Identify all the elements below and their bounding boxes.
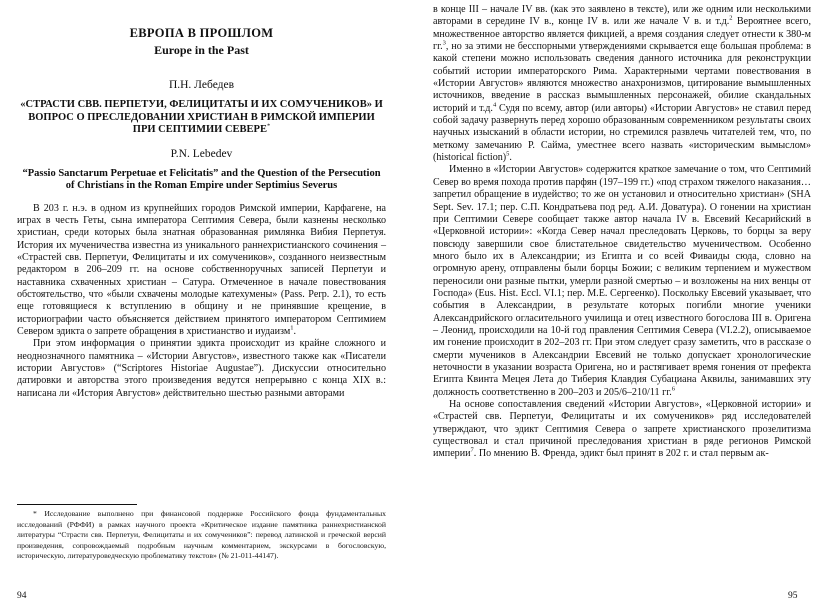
article-title-ru-text: «СТРАСТИ СВВ. ПЕРПЕТУИ, ФЕЛИЦИТАТЫ И ИХ СОМУЧЕНИКОВ» И ВОПРОС О ПРЕСЛЕДОВАНИИ ХРИСТИАН В РИМСКОЙ ИМПЕРИИ ПРИ СЕПТИМИИ СЕВЕРЕ (20, 99, 383, 135)
article-title-ru (17, 99, 386, 137)
footnote-ref-3[interactable]: 3 (442, 39, 446, 47)
left-paragraph-1-end: . (293, 325, 297, 337)
footnote-ref-1[interactable]: 1 (290, 324, 294, 332)
right-p3-text-a: На основе сопоставления сведений «Истории Августов», «Церковной истории» и «Страстей свв. Перпетуи, Фелицитаты и их сомучеников» ряд исследователей утверждают, что эдикт Септимия Севера о запрете христианского прозелитизма существовал и стал причиной преследования христиан в ряде регионов Римской империи (433, 399, 811, 460)
right-p1-text-e: . (509, 152, 512, 164)
right-paragraph-1 (433, 4, 811, 164)
page-number-left: 94 (17, 591, 27, 601)
right-paragraph-3 (433, 399, 811, 461)
right-p1-text-b: Вероятнее всего, множественное авторство является фикцией, а время создания следует отнести к 380-м гг. (433, 16, 811, 53)
right-p2-text-a: Именно в «Истории Августов» содержится краткое замечание о том, что Септимий Север во время похода против парфян (197–199 гг.) «под страхом тяжелого наказания… запретил обращение в иудейство; то же он установил и относительно христиан» (SHA Sept. Sev. 17.1; пер. С.П. Кондратьева под ред. А.И. Доватура). О гонении на христиан при Септимии Севере сообщает также автор начала IV в. Евсевий Кесарийский в «Церковной истории»: «Когда Север начал преследовать Церковь, то борцы за веру повсюду завершили свое блистательное свидетельство мученичеством. Особенно много было их в Александрии; из Египта и со всей Фиваиды сюда, словно на огромную арену, отправлены были борцы Божии; с великим терпением и мужеством переносили они разные пытки, умерли разной смертью – и возложены на них венцы от Господа» (Eus. Hist. Eccl. VI.1; пер. М.Е. Сергеенко). Поскольку Евсевий указывает, что события в Александрии, в результате которых погибли многие ученики Александрийского огласительного училища и отец известного богослова III в. Оригена – Леонид, происходили на 10-й год правления Септимия Севера (VI.2.2), описываемое им гонение происходит в 202–203 гг. При этом следует сразу заметить, что в рассказе о смерти мучеников в Александрии Евсевий не только допускает хронологические неточности в указании возраста Оригена, но и растягивает время гонения от префекта Египта Квинта Мецея Лета до Тиберия Клавдия Субациана Аквилы, занимавших эту должность соответственно в 200–203 и 205/6–210/11 гг. (433, 164, 811, 398)
right-p1-text-a: в конце III – начале IV вв. (как это заявлено в тексте), или же одним или несколькими авторами в середине IV в., конце IV в. или же начале V в. и т.д. (433, 4, 811, 28)
left-paragraph-2 (17, 338, 386, 400)
title-footnote-marker[interactable]: * (266, 122, 271, 130)
section-title: ЕВРОПА В ПРОШЛОМ (129, 26, 274, 40)
footnote-divider (17, 504, 137, 505)
right-column (433, 4, 811, 461)
left-column (17, 26, 386, 400)
right-p1-text-d: Судя по всему, автор (или авторы) «Истории Августов» не ставил перед собой задачу развернуть перед хорошо образованным современником результаты своих научных изысканий в области истории, но стремился развлечь читателей тем, что, по меткому замечанию Р. Сайма, уместнее всего назвать «историческим вымыслом» (historical fiction) (433, 102, 811, 164)
footnote-funding: * Исследование выполнено при финансовой поддержке Российского фонда фундаментальных исследований (РФФИ) в рамках научного проекта «Критическое издание памятника раннехристианской литературы “Страсти свв. Перпетуи, Фелицитаты и их сомучеников”: перевод латинской и греческой версий произведения, сопровождаемый подробным научным комментарием, экскурсами в богословскую, историческую, литературоведческую проблематику текстов» (№ 21-011-44147). (17, 509, 386, 561)
author-name-ru: П.Н. Лебедев (168, 79, 235, 91)
page-number-right: 95 (788, 591, 798, 601)
right-paragraph-2 (433, 164, 811, 399)
left-paragraph-1 (17, 203, 386, 339)
footnote-ref-2[interactable]: 2 (729, 14, 733, 22)
section-subtitle: Europe in the Past (154, 43, 249, 57)
footnote-ref-7[interactable]: 7 (470, 447, 474, 455)
author-name-en: P.N. Lebedev (170, 147, 233, 160)
right-p3-text-b: . По мнению В. Френда, эдикт был принят в 202 г. и стал первым ак- (473, 448, 769, 460)
left-paragraph-1-text: В 203 г. н.э. в одном из крупнейших городов Римской империи, Карфагене, на играх в честь Геты, сына императора Септимия Севера, были казнены несколько христиан, среди которых была знатная образованная римлянка Вибия Перпетуя. История их мученичества известна из уникального раннехристианского сочинения – «Страстей свв. Перпетуи, Фелицитаты и их сомучеников», созданного неизвестным редактором в 206–209 гг. на основе собственноручных записей Перпетуи и наставника схваченных христиан – Сатура. Отмеченное в начале повествования обстоятельство, что «были схвачены молодые катехумены» (Pass. Perp. 2.1), то есть еще готовящиеся к вступлению в общину и не принявшие крещение, в историографии часто объясняется действием принятого императором Септимием Севером эдикта о запрете обращения в христианство и иудаизм (17, 202, 386, 337)
left-body-text (17, 203, 386, 401)
article-title-en: “Passio Sanctarum Perpetuae et Felicitatis” and the Question of the Persecution of Christians in the Roman Empire under Septimius Severus (22, 167, 381, 191)
right-body-text (433, 4, 811, 461)
left-paragraph-2-text: При этом информация о принятии эдикта происходит из крайне сложного и неоднозначного памятника – «Истории Августов», известного также как «Писатели истории Августов» (“Scriptores Historiae Augustae”). Дискуссии относительно датировки и авторства этого произведения ведутся непрерывно с конца XIX в.: написана ли «История Августов» действительно шестью разными авторами (17, 338, 386, 399)
footnote-ref-4[interactable]: 4 (492, 101, 497, 109)
footnote-ref-6[interactable]: 6 (671, 385, 676, 393)
footnote-ref-5[interactable]: 5 (506, 150, 510, 158)
right-p1-text-c: , но за этими не бесспорными утверждениями скрывается еще большая проблема: в какой степени можно использовать сведения данного источника для реконструкции событий истории императорского Рима. Характерными чертами повествования в «Истории Августов» являются множество анахронизмов, цитирование вымышленных источников, введение в рассказ вымышленных персонажей, обилие скандальных историй и т.д. (433, 41, 811, 114)
right-page (410, 0, 820, 609)
